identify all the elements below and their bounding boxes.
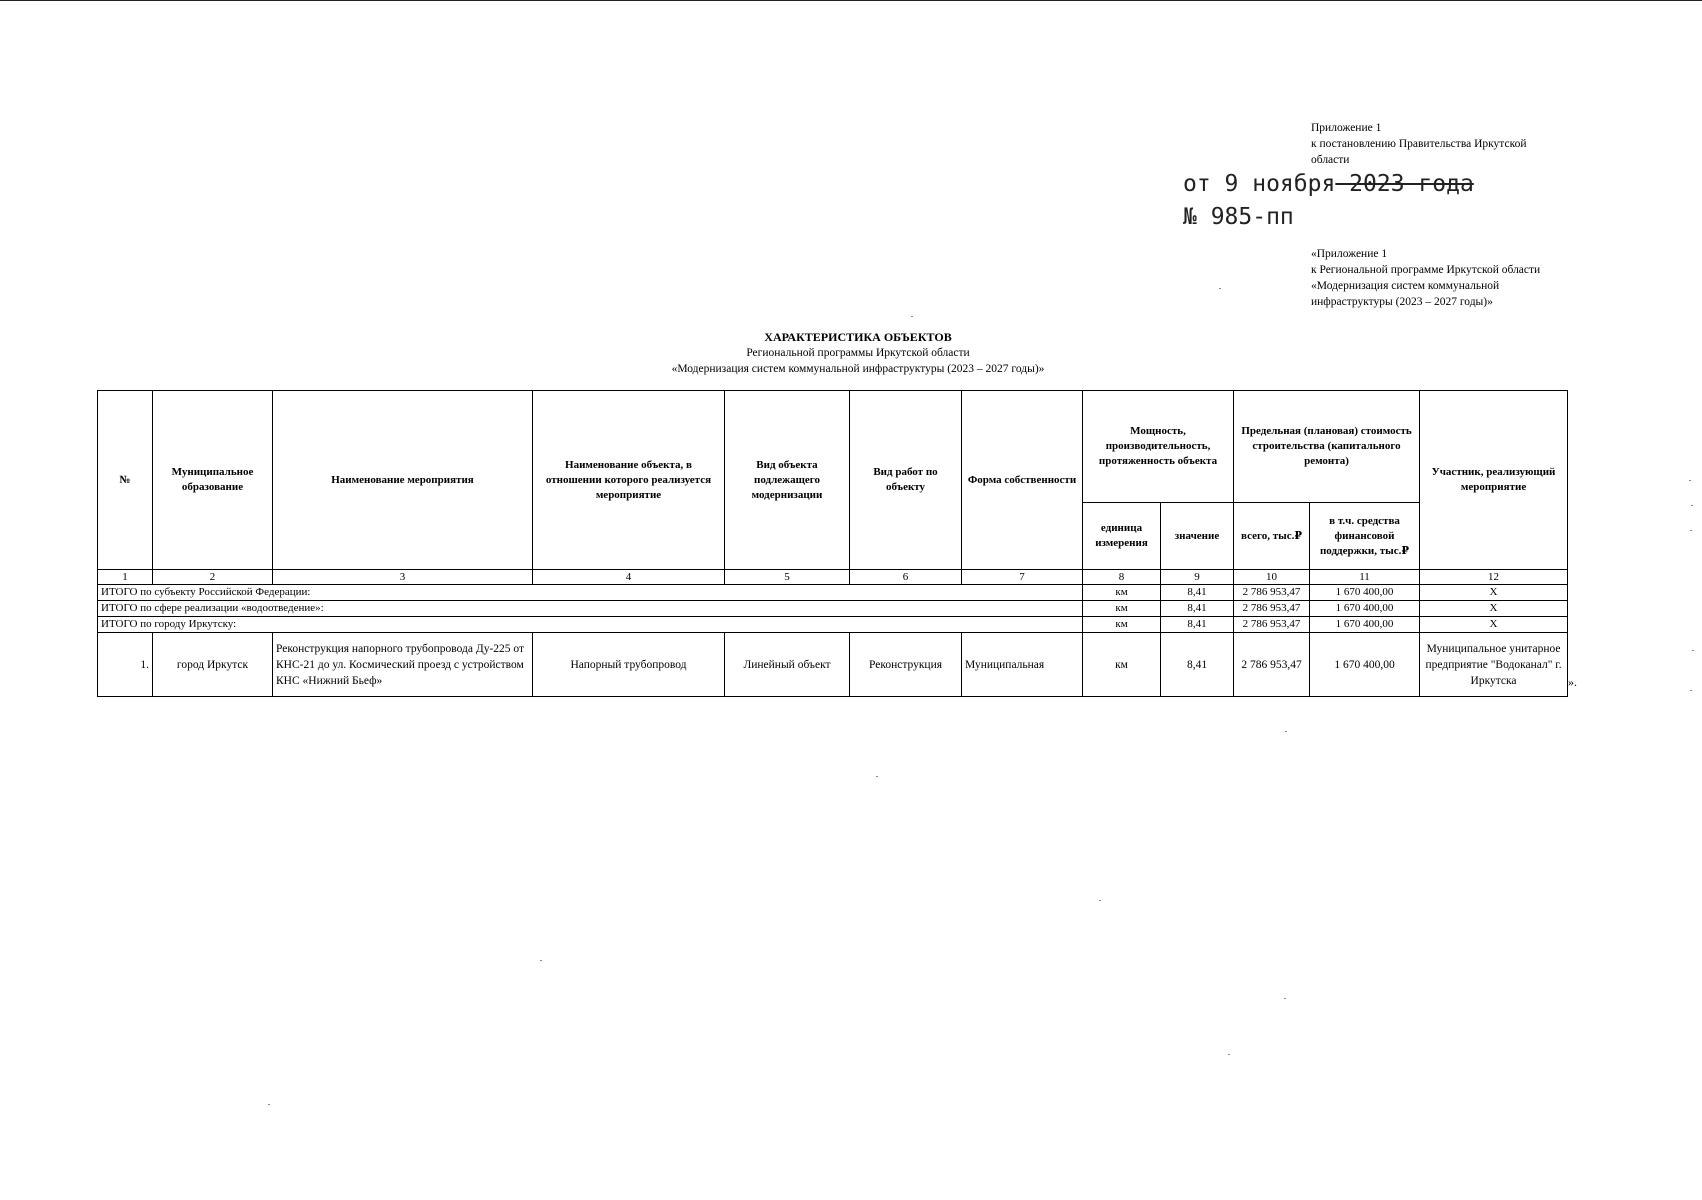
column-number: 12 — [1420, 570, 1568, 585]
column-number: 11 — [1310, 570, 1420, 585]
scan-speck — [1285, 731, 1287, 732]
scan-speck — [911, 316, 913, 317]
total-cost: 2 786 953,47 — [1234, 617, 1310, 633]
program-appendix-line-2: к Региональной программе Иркутской области — [1311, 264, 1541, 276]
program-appendix-line-1: «Приложение 1 — [1311, 248, 1388, 260]
column-number: 10 — [1234, 570, 1310, 585]
row-ownership: Муниципальная — [962, 633, 1083, 697]
header-participant: Участник, реализующий мероприятие — [1420, 391, 1568, 570]
title-sub-1: Региональной программы Иркутской области — [746, 347, 970, 359]
table-row — [98, 633, 1568, 697]
row-num: 1. — [98, 633, 153, 697]
header-object-type: Вид объекта подлежащего модернизации — [725, 391, 850, 570]
appendix-header — [1311, 120, 1571, 168]
header-municipality: Муниципальное образование — [153, 391, 273, 570]
appendix-line-3: области — [1311, 154, 1350, 166]
row-object-type: Линейный объект — [725, 633, 850, 697]
scan-speck — [268, 1104, 270, 1105]
total-participant: X — [1420, 585, 1568, 601]
total-unit: км — [1083, 617, 1161, 633]
total-row-sector — [98, 601, 1568, 617]
program-appendix-line-4: инфраструктуры (2023 – 2027 годы)» — [1311, 296, 1493, 308]
total-row-city — [98, 617, 1568, 633]
row-unit: км — [1083, 633, 1161, 697]
row-cost-support: 1 670 400,00 — [1310, 633, 1420, 697]
appendix-line-2: к постановлению Правительства Иркутской — [1311, 138, 1527, 150]
column-number: 1 — [98, 570, 153, 585]
decree-date-struck: 2023 года — [1335, 171, 1474, 197]
header-num: № — [98, 391, 153, 570]
row-municipality: город Иркутск — [153, 633, 273, 697]
header-capacity-unit: единица измерения — [1083, 503, 1161, 570]
decree-date: от 9 ноября — [1183, 171, 1336, 197]
row-event-name: Реконструкция напорного трубопровода Ду-225 от КНС-21 до ул. Космический проезд с устройством КНС «Нижний Бьеф» — [273, 633, 533, 697]
column-number: 3 — [273, 570, 533, 585]
scan-speck — [1219, 288, 1221, 289]
objects-table — [97, 390, 1568, 697]
total-participant: X — [1420, 601, 1568, 617]
column-number: 4 — [533, 570, 725, 585]
column-numbers-row — [98, 570, 1568, 585]
title-main: ХАРАКТЕРИСТИКА ОБЪЕКТОВ — [764, 330, 952, 344]
column-number: 6 — [850, 570, 962, 585]
column-number: 2 — [153, 570, 273, 585]
header-work-type: Вид работ по объекту — [850, 391, 962, 570]
total-participant: X — [1420, 617, 1568, 633]
header-object-name: Наименование объекта, в отношении которого реализуется мероприятие — [533, 391, 725, 570]
scan-speck — [1692, 650, 1694, 651]
scan-speck — [1099, 900, 1101, 901]
total-unit: км — [1083, 585, 1161, 601]
header-cost: Предельная (плановая) стоимость строительства (капитального ремонта) — [1234, 391, 1420, 503]
scan-speck — [1228, 1054, 1230, 1055]
column-number: 7 — [962, 570, 1083, 585]
total-support: 1 670 400,00 — [1310, 617, 1420, 633]
appendix-line-1: Приложение 1 — [1311, 122, 1382, 134]
scan-speck — [1691, 505, 1693, 506]
document-title — [600, 329, 1116, 377]
row-value: 8,41 — [1161, 633, 1234, 697]
scan-top-edge — [0, 0, 1702, 1]
total-support: 1 670 400,00 — [1310, 585, 1420, 601]
scan-speck — [1690, 690, 1692, 691]
scan-speck — [1690, 530, 1692, 531]
total-label: ИТОГО по субъекту Российской Федерации: — [98, 585, 1083, 601]
scan-speck — [876, 776, 878, 777]
row-object-name: Напорный трубопровод — [533, 633, 725, 697]
program-appendix-header — [1311, 246, 1581, 310]
total-value: 8,41 — [1161, 617, 1234, 633]
header-capacity-value: значение — [1161, 503, 1234, 570]
scan-speck — [1284, 998, 1286, 999]
program-appendix-line-3: «Модернизация систем коммунальной — [1311, 280, 1500, 292]
row-work-type: Реконструкция — [850, 633, 962, 697]
total-cost: 2 786 953,47 — [1234, 601, 1310, 617]
total-label: ИТОГО по сфере реализации «водоотведение»: — [98, 601, 1083, 617]
header-cost-total: всего, тыс.₽ — [1234, 503, 1310, 570]
title-sub-2: «Модернизация систем коммунальной инфраструктуры (2023 – 2027 годы)» — [671, 363, 1045, 375]
column-number: 5 — [725, 570, 850, 585]
scan-speck — [540, 960, 542, 961]
decree-stamp — [1183, 168, 1474, 234]
total-support: 1 670 400,00 — [1310, 601, 1420, 617]
header-row-1 — [98, 391, 1568, 503]
total-value: 8,41 — [1161, 601, 1234, 617]
total-value: 8,41 — [1161, 585, 1234, 601]
closing-quote: ». — [1568, 675, 1577, 689]
column-number: 8 — [1083, 570, 1161, 585]
decree-number: № 985-пп — [1183, 204, 1294, 230]
column-number: 9 — [1161, 570, 1234, 585]
total-label: ИТОГО по городу Иркутску: — [98, 617, 1083, 633]
header-cost-support: в т.ч. средства финансовой поддержки, тыс.₽ — [1310, 503, 1420, 570]
header-event-name: Наименование мероприятия — [273, 391, 533, 570]
header-ownership: Форма собственности — [962, 391, 1083, 570]
row-cost-total: 2 786 953,47 — [1234, 633, 1310, 697]
total-unit: км — [1083, 601, 1161, 617]
row-participant: Муниципальное унитарное предприятие "Водоканал" г. Иркутска — [1420, 633, 1568, 697]
header-capacity: Мощность, производительность, протяженность объекта — [1083, 391, 1234, 503]
scan-speck — [1689, 480, 1691, 481]
total-cost: 2 786 953,47 — [1234, 585, 1310, 601]
total-row-region — [98, 585, 1568, 601]
